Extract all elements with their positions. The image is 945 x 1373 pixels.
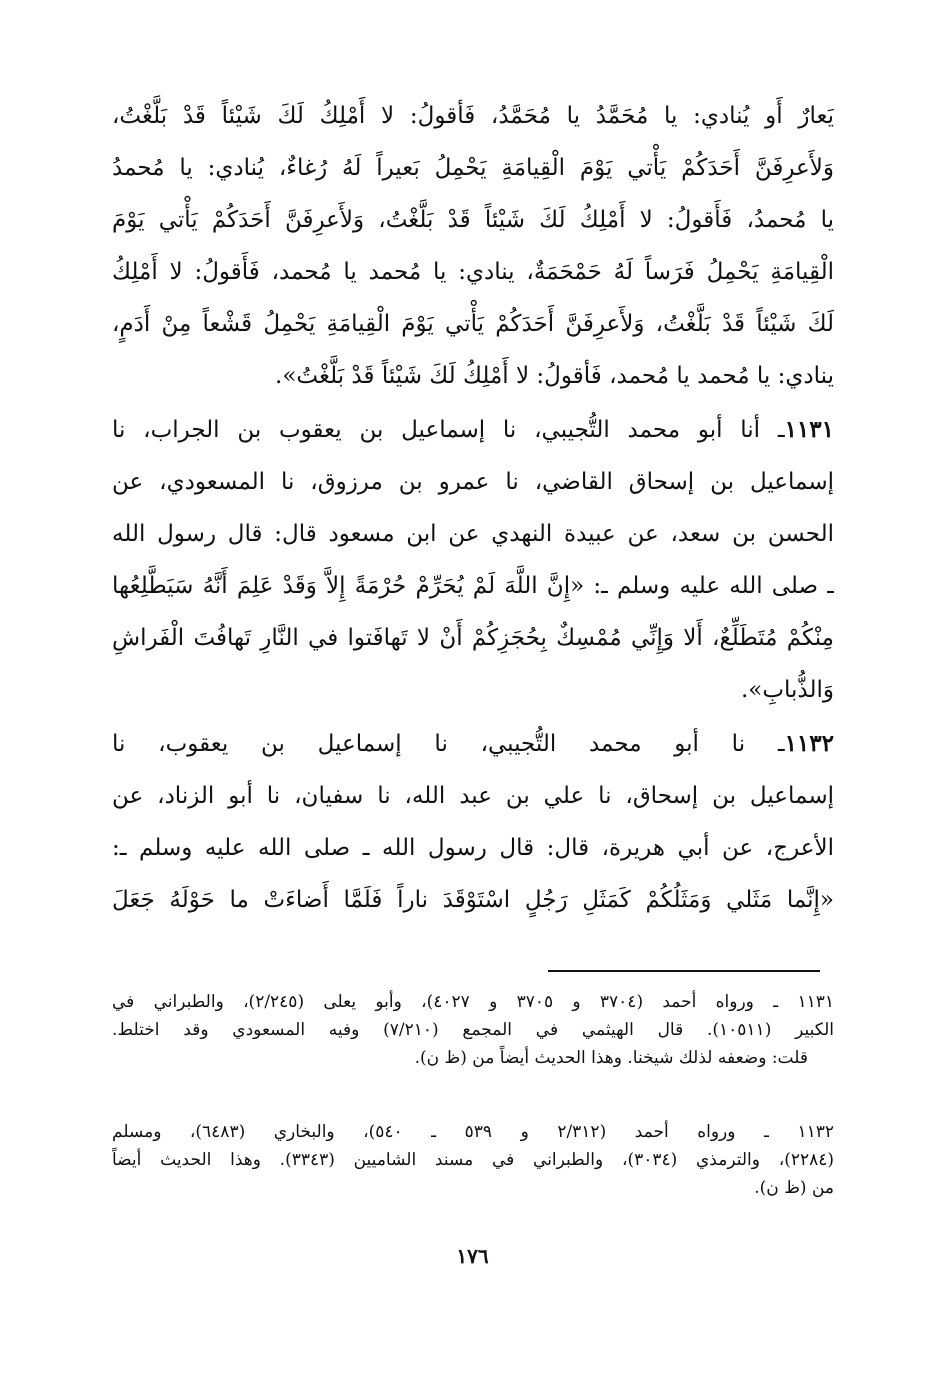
- text-line: مِنْكُمْ مُتَطَلِّعٌ، أَلا وَإِنِّي مُمْسِكٌ بِحُجَزِكُمْ أَنْ لا تَهافَتوا في النَّارِ تَهافُتَ الْفَراشِ: [112, 625, 834, 651]
- text-line: [112, 404, 834, 456]
- footnote-line: من (ظ ن).: [754, 1178, 834, 1198]
- text-line: يَعارٌ أَو يُنادي: يا مُحَمَّدُ يا مُحَمَّدُ، فَأقولُ: لا أَمْلِكُ لَكَ شَيْئاً قَدْ بَلَّغْتُ،: [112, 103, 834, 129]
- text-line: ـ صلى الله عليه وسلم ـ: «إِنَّ اللَّهَ لَمْ يُحَرِّمْ حُرْمَةً إِلاَّ وَقَدْ عَلِمَ أَنَّهُ سَيَطَّلِعُها: [112, 573, 834, 599]
- footnote-1132: [112, 1118, 834, 1202]
- footnote-divider: [548, 970, 820, 972]
- text-line: إسماعيل بن إسحاق، نا علي بن عبد الله، نا سفيان، نا أبو الزناد، عن: [112, 783, 834, 809]
- footnote-line: (٢٢٨٤)، والترمذي (٣٠٣٤)، والطبراني في مسند الشاميين (٣٣٤٣). وهذا الحديث أيضاً: [112, 1150, 834, 1170]
- text-line: يا مُحمدُ، فَأَقولُ: لا أَمْلِكُ لَكَ شَيْئاً قَدْ بَلَّغْتُ، وَلأَعرِفَنَّ أَحَدَكُمْ يَأْتي يَوْمَ: [112, 207, 834, 233]
- text-line: الْقِيامَةِ يَحْمِلُ فَرَساً لَهُ حَمْحَمَةٌ، ينادي: يا مُحمد يا مُحمد، فَأَقولُ: لا أَمْلِكُ: [112, 259, 834, 285]
- text-line: «إِنَّما مَثَلي وَمَثَلُكُمْ كَمَثَلِ رَجُلٍ اسْتَوْقَدَ ناراً فَلَمَّا أَضاءَتْ ما حَوْلَهُ جَعَلَ: [112, 887, 834, 913]
- hadith-continuation-paragraph: [112, 90, 834, 402]
- hadith-number: ١١٣١: [784, 416, 834, 443]
- text-line: الأعرج، عن أبي هريرة، قال: قال رسول الله ـ صلى الله عليه وسلم ـ:: [112, 835, 834, 861]
- footnote-line: ١١٣٢ ـ ورواه أحمد (٢/٣١٢ و ٥٣٩ ـ ٥٤٠)، والبخاري (٦٤٨٣)، ومسلم: [112, 1122, 834, 1142]
- text-line-content: ـ أنا أبو محمد التُّجيبي، نا إسماعيل بن يعقوب بن الجراب، نا: [112, 417, 785, 443]
- text-line: وَلأَعرِفَنَّ أَحَدَكُمْ يَأْتي يَوْمَ الْقِيامَةِ يَحْمِلُ بَعيراً لَهُ رُغاءٌ، يُنادي: يا مُحمدُ: [112, 155, 834, 181]
- text-line: لَكَ شَيْئاً قَدْ بَلَّغْتُ، وَلأَعرِفَنَّ أَحَدَكُمْ يَأْتي يَوْمَ الْقِيامَةِ يَحْمِلُ قَشْعاً مِنْ أَدَمٍ،: [112, 311, 834, 337]
- footnote-line: الكبير (١٠٥١١). قال الهيثمي في المجمع (٧/٢١٠) وفيه المسعودي وقد اختلط.: [112, 1020, 834, 1040]
- text-line: إسماعيل بن إسحاق القاضي، نا عمرو بن مرزوق، نا المسعودي، عن: [112, 469, 834, 495]
- footnote-1131: [112, 988, 834, 1072]
- footnote-line: قلت: وضعفه لذلك شيخنا. وهذا الحديث أيضاً من (ظ ن).: [414, 1048, 808, 1068]
- hadith-1131-paragraph: [112, 404, 834, 716]
- text-line: ينادي: يا مُحمد يا مُحمد، فَأقولُ: لا أَمْلِكُ لَكَ شَيْئاً قَدْ بَلَّغْتُ».: [275, 363, 834, 389]
- text-line: وَالذُّبابِ».: [740, 677, 834, 703]
- text-line: الحسن بن سعد، عن عبيدة النهدي عن ابن مسعود قال: قال رسول الله: [112, 521, 834, 547]
- hadith-number: ١١٣٢: [784, 730, 834, 757]
- page-number: ١٧٦: [456, 1244, 489, 1268]
- text-line: [112, 718, 834, 770]
- hadith-1132-paragraph: [112, 718, 834, 926]
- footnote-line: ١١٣١ ـ ورواه أحمد (٣٧٠٤ و ٣٧٠٥ و ٤٠٢٧)، وأبو يعلى (٢/٢٤٥)، والطبراني في: [112, 992, 834, 1012]
- text-line-content: ـ نا أبو محمد التُّجيبي، نا إسماعيل بن يعقوب، نا: [112, 731, 785, 757]
